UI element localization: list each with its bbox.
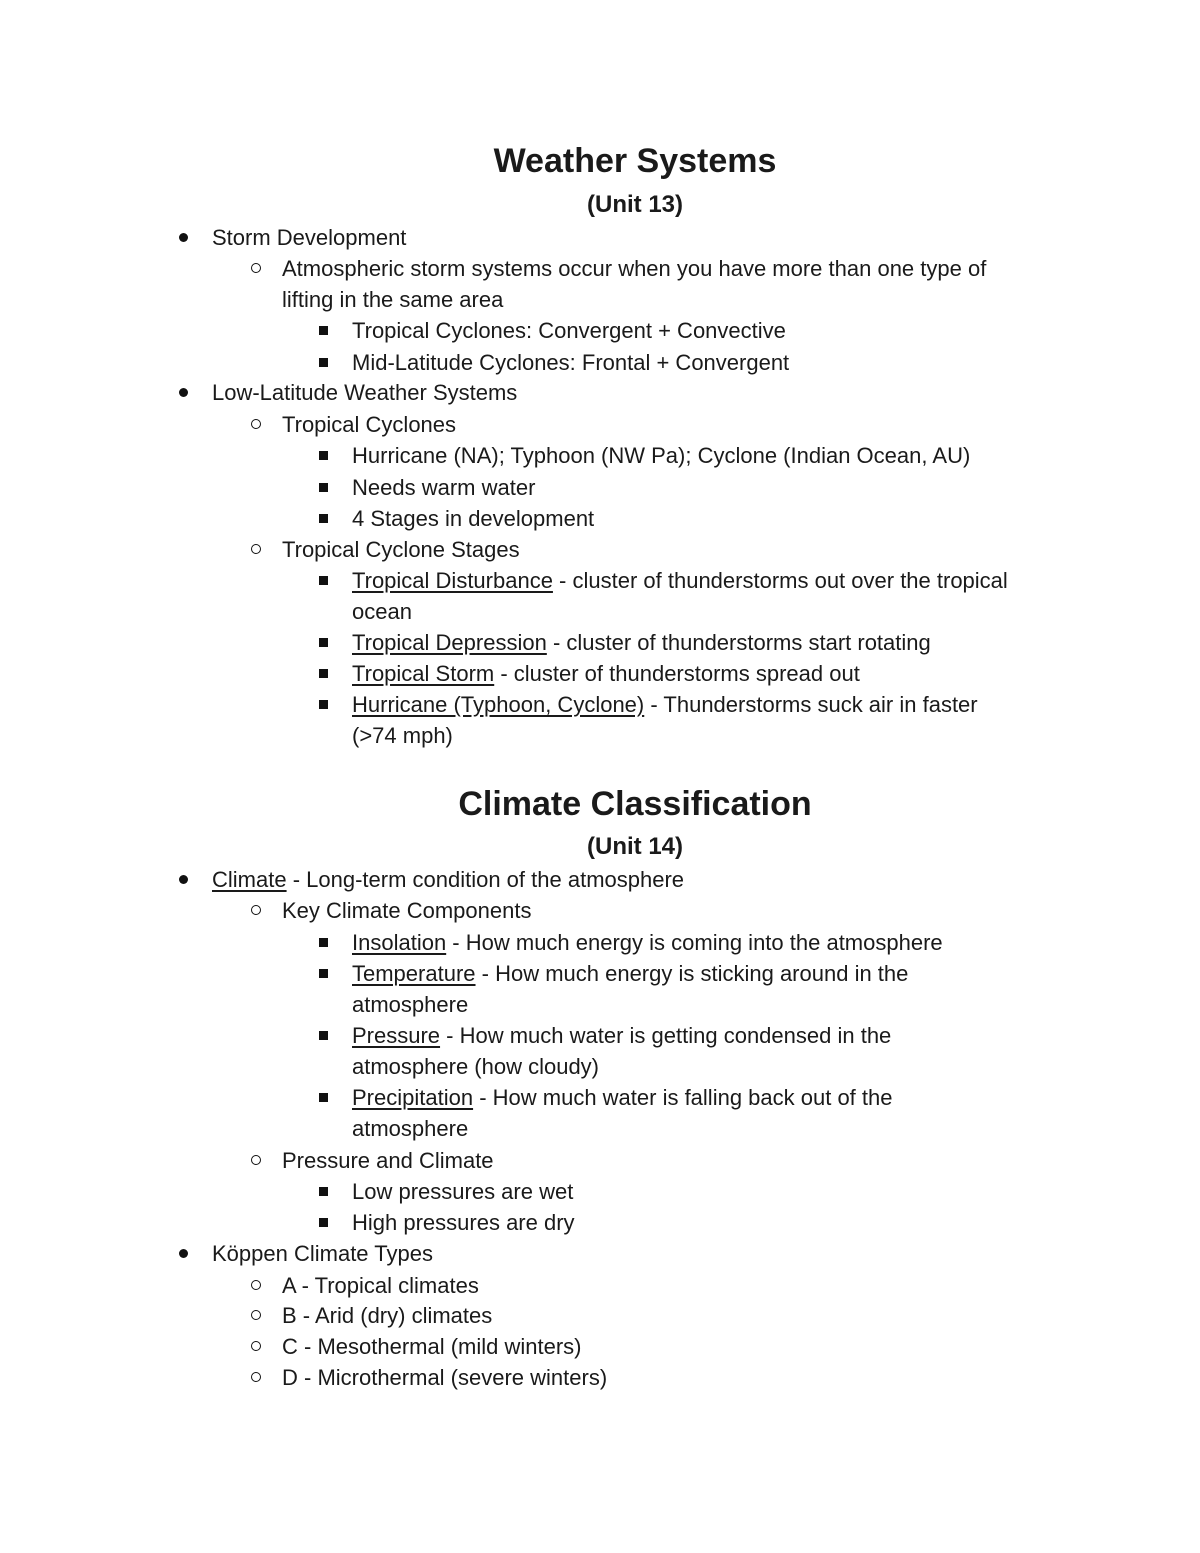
list-item (212, 222, 1072, 253)
list-item-text-continued: atmosphere (352, 992, 469, 1017)
bullet-hollow-circle-icon (251, 1341, 261, 1351)
list-item (282, 1331, 1072, 1362)
list-item (352, 1207, 1072, 1238)
term-definition: - How much energy is coming into the atmosphere (446, 930, 943, 955)
list-item-text-continued: lifting in the same area (282, 287, 504, 312)
list-item-text: High pressures are dry (352, 1210, 575, 1235)
term-tropical-depression: Tropical Depression (352, 630, 547, 655)
list-item (282, 1270, 1072, 1301)
section-unit-14: (Unit 14) (587, 833, 683, 860)
list-item (352, 627, 1072, 658)
list-item-text: Hurricane (NA); Typhoon (NW Pa); Cyclone (Indian Ocean, AU) (352, 443, 971, 468)
term-definition: - cluster of thunderstorms spread out (494, 661, 860, 686)
list-item (352, 440, 1072, 471)
bullet-square-icon (319, 1031, 328, 1040)
list-item-text: Mid-Latitude Cyclones: Frontal + Convergent (352, 350, 790, 375)
list-item-text: Storm Development (212, 225, 407, 250)
list-item-text: Tropical Cyclone Stages (282, 537, 520, 562)
bullet-square-icon (319, 576, 328, 585)
list-item-text (352, 565, 1072, 596)
list-item (352, 347, 1072, 378)
list-item (352, 689, 1072, 751)
list-item (352, 503, 1072, 534)
term-definition: - cluster of thunderstorms start rotating (546, 630, 931, 655)
list-item-text: Needs warm water (352, 475, 536, 500)
bullet-square-icon (319, 483, 328, 492)
bullet-square-icon (319, 638, 328, 647)
term-definition: - How much energy is sticking around in the (475, 961, 909, 986)
bullet-square-icon (319, 358, 328, 367)
list-item-text-continued: ocean (352, 599, 412, 624)
term-temperature: Temperature (352, 961, 476, 986)
term-definition: - Thunderstorms suck air in faster (644, 692, 978, 717)
list-item-text: B - Arid (dry) climates (282, 1303, 493, 1328)
section-unit-13: (Unit 13) (587, 191, 683, 218)
list-item-text: C - Mesothermal (mild winters) (282, 1334, 582, 1359)
bullet-square-icon (319, 326, 328, 335)
term-hurricane: Hurricane (Typhoon, Cyclone) (352, 692, 645, 717)
list-item-text: A - Tropical climates (282, 1273, 479, 1298)
list-item-text-continued: atmosphere (how cloudy) (352, 1054, 600, 1079)
section-title-weather-systems: Weather Systems (493, 142, 777, 180)
bullet-square-icon (319, 1218, 328, 1227)
list-item (352, 472, 1072, 503)
term-precipitation: Precipitation (352, 1085, 474, 1110)
term-pressure: Pressure (352, 1023, 441, 1048)
list-item (282, 895, 1072, 926)
bullet-square-icon (319, 969, 328, 978)
bullet-filled-circle-icon (179, 875, 188, 884)
list-item (352, 1176, 1072, 1207)
bullet-hollow-circle-icon (251, 1155, 261, 1165)
list-item (352, 1020, 1072, 1082)
bullet-square-icon (319, 514, 328, 523)
bullet-hollow-circle-icon (251, 419, 261, 429)
list-item (352, 1082, 1072, 1144)
term-definition: - How much water is falling back out of the (473, 1085, 893, 1110)
list-item-text (352, 1020, 1072, 1051)
bullet-hollow-circle-icon (251, 1280, 261, 1290)
bullet-square-icon (319, 700, 328, 709)
bullet-hollow-circle-icon (251, 263, 261, 273)
list-item-text: D - Microthermal (severe winters) (282, 1365, 608, 1390)
term-climate: Climate (212, 867, 287, 892)
list-item (352, 958, 1072, 1020)
bullet-square-icon (319, 1187, 328, 1196)
term-tropical-disturbance: Tropical Disturbance (352, 568, 553, 593)
list-item (282, 534, 1072, 565)
term-definition: - Long-term condition of the atmosphere (286, 867, 685, 892)
bullet-filled-circle-icon (179, 388, 188, 397)
list-item-text (352, 958, 1072, 989)
list-item (212, 377, 1072, 408)
list-item (282, 1362, 1072, 1393)
list-item (352, 927, 1072, 958)
list-item-text (352, 1082, 1072, 1113)
list-item-text-continued: (>74 mph) (352, 723, 453, 748)
list-item-text: Tropical Cyclones (282, 412, 457, 437)
list-item (352, 565, 1072, 627)
list-item (282, 409, 1072, 440)
list-item (282, 1300, 1072, 1331)
term-definition: - How much water is getting condensed in the (440, 1023, 892, 1048)
list-item (352, 315, 1072, 346)
list-item (282, 1145, 1072, 1176)
term-definition: - cluster of thunderstorms out over the tropical (552, 568, 1008, 593)
bullet-hollow-circle-icon (251, 905, 261, 915)
bullet-square-icon (319, 1093, 328, 1102)
term-insolation: Insolation (352, 930, 447, 955)
list-item (282, 253, 1072, 315)
list-item-text: Atmospheric storm systems occur when you have more than one type of (282, 256, 987, 281)
list-item (352, 658, 1072, 689)
section-title-climate-classification: Climate Classification (458, 785, 812, 823)
bullet-square-icon (319, 938, 328, 947)
list-item-text: Pressure and Climate (282, 1148, 494, 1173)
list-item (212, 1238, 1072, 1269)
bullet-square-icon (319, 451, 328, 460)
term-tropical-storm: Tropical Storm (352, 661, 495, 686)
list-item (212, 864, 1072, 895)
list-item-text (352, 689, 1072, 720)
list-item-text: Köppen Climate Types (212, 1241, 433, 1266)
list-item-text: Key Climate Components (282, 898, 532, 923)
list-item-text: Low-Latitude Weather Systems (212, 380, 518, 405)
bullet-hollow-circle-icon (251, 544, 261, 554)
list-item-text: Tropical Cyclones: Convergent + Convective (352, 318, 786, 343)
list-item-text: 4 Stages in development (352, 506, 595, 531)
bullet-square-icon (319, 669, 328, 678)
bullet-hollow-circle-icon (251, 1372, 261, 1382)
bullet-filled-circle-icon (179, 1249, 188, 1258)
bullet-filled-circle-icon (179, 233, 188, 242)
bullet-hollow-circle-icon (251, 1310, 261, 1320)
list-item-text: Low pressures are wet (352, 1179, 574, 1204)
list-item-text-continued: atmosphere (352, 1116, 469, 1141)
